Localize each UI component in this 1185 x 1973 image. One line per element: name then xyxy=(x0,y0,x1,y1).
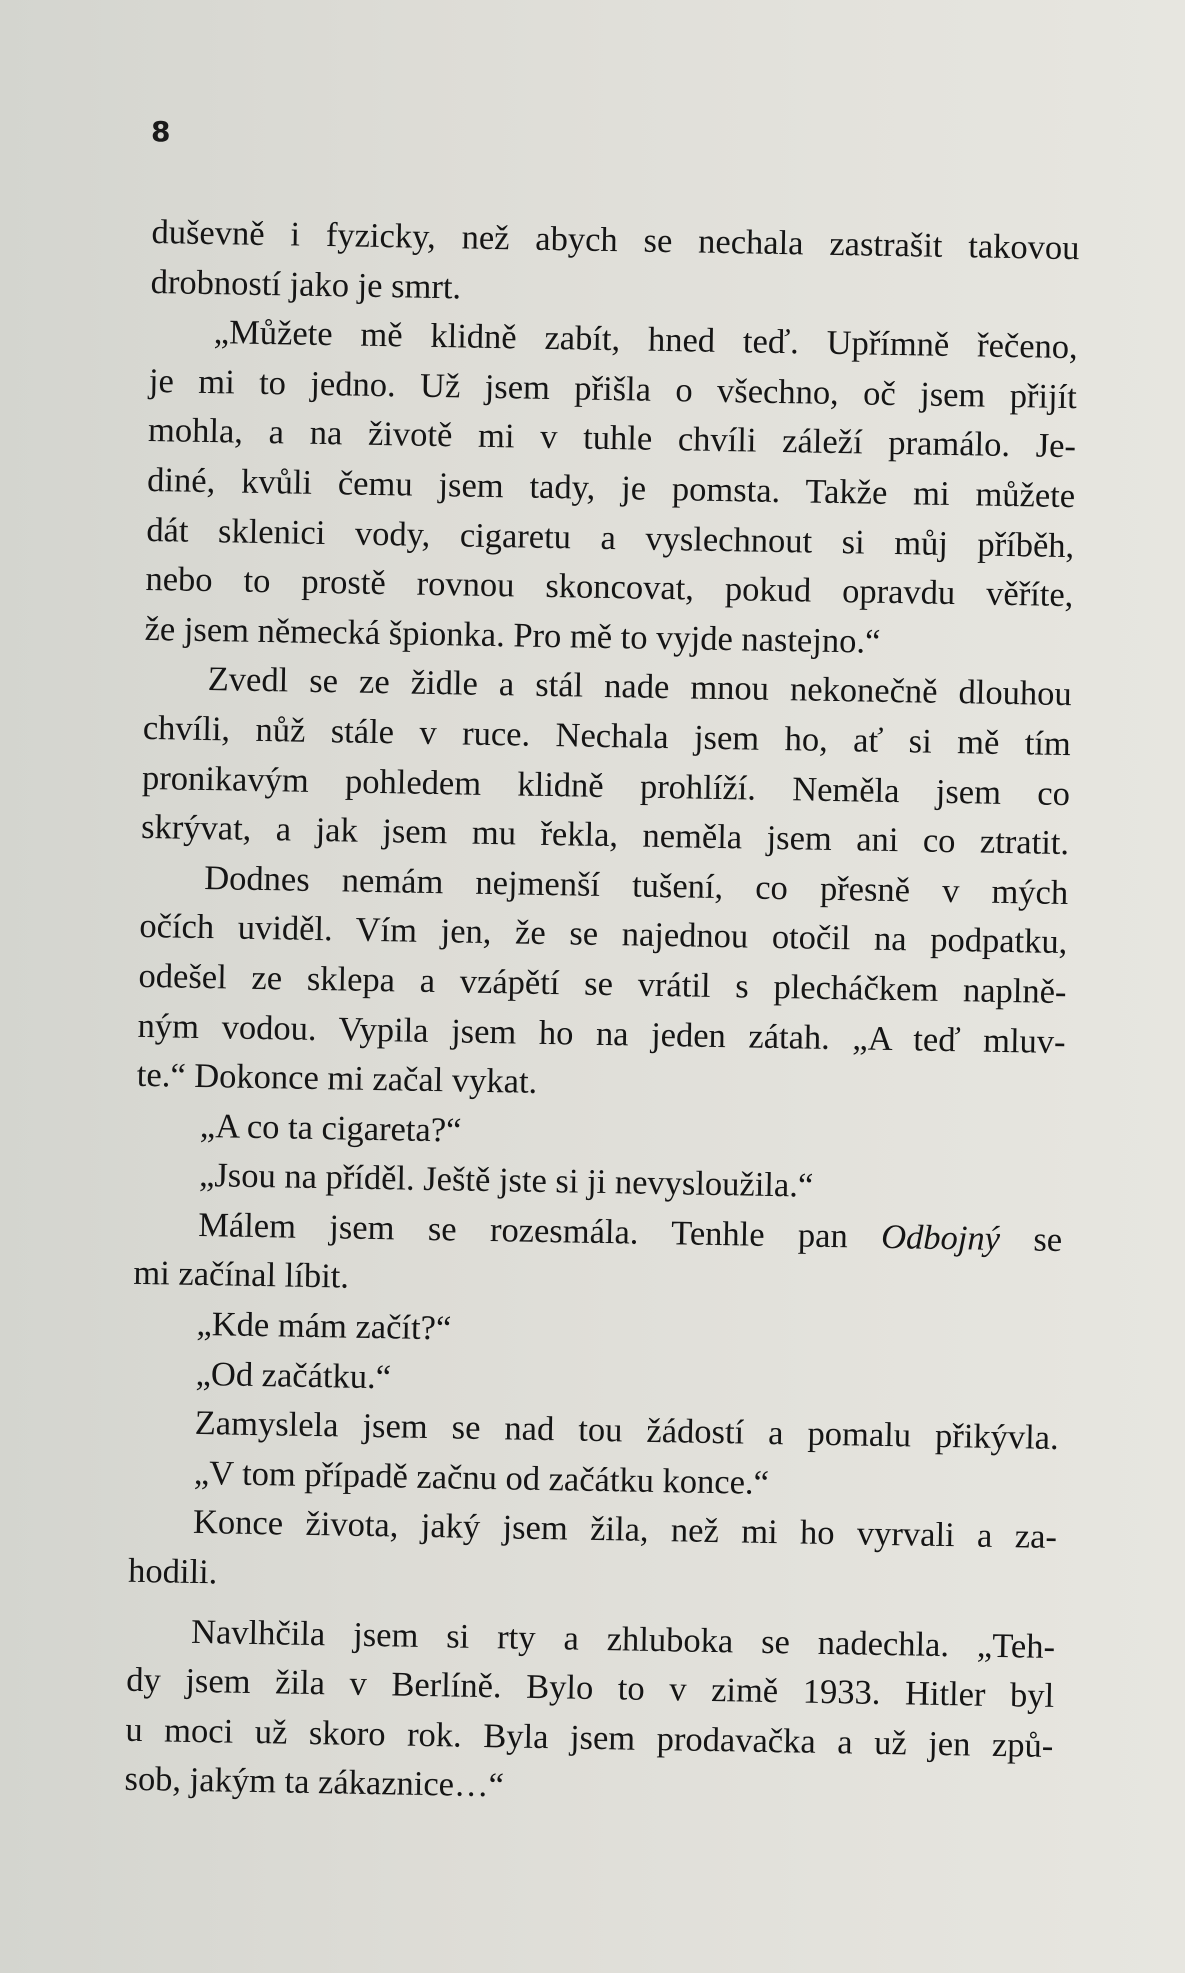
text-line: odešel ze sklepa a vzápětí se vrátil s plecháčkem naplně- xyxy=(138,956,1067,1011)
text-line: Dodnes nemám nejmenší tušení, co přesně v mých xyxy=(203,858,1069,912)
text-line: diné, kvůli čemu jsem tady, je pomsta. Takže mi můžete xyxy=(146,460,1076,516)
text-line: sob, jakým ta zákaznice…“ xyxy=(124,1760,505,1805)
page-number: 8 xyxy=(151,115,171,148)
text-line: Navlhčila jsem si rty a zhluboka se nadechla. „Teh- xyxy=(190,1612,1056,1666)
italic-name: Odbojný xyxy=(880,1217,1001,1258)
text-line: dy jsem žila v Berlíně. Bylo to v zimě 1933. Hitler byl xyxy=(125,1660,1055,1716)
text-line: „Jsou na příděl. Ještě jste si ji nevysloužila.“ xyxy=(198,1156,814,1205)
text-line: „V tom případě začnu od začátku konce.“ xyxy=(193,1453,770,1502)
text-line: drobností jako je smrt. xyxy=(150,262,462,306)
text-segment: se xyxy=(999,1219,1063,1259)
text-line: mohla, a na životě mi v tuhle chvíli záleží pramálo. Je- xyxy=(147,411,1077,466)
text-line: Konce života, jaký jsem žila, než mi ho vyrvali a za- xyxy=(192,1503,1058,1557)
text-line: je mi to jedno. Už jsem přišla o všechno, oč jsem přijít xyxy=(148,361,1078,416)
text-line: u moci už skoro rok. Byla jsem prodavačka a už jen způ- xyxy=(125,1710,1054,1765)
text-line: Zamyslela jsem se nad tou žádostí a pomalu přikývla. xyxy=(194,1404,1059,1458)
text-line: chvíli, nůž stále v ruce. Nechala jsem ho, ať si mě tím xyxy=(142,708,1072,764)
text-line: hodili. xyxy=(127,1551,218,1592)
text-line: te.“ Dokonce mi začal vykat. xyxy=(136,1055,538,1101)
text-segment: Málem jsem se rozesmála. Tenhle pan xyxy=(197,1205,882,1256)
text-line: že jsem německá špionka. Pro mě to vyjde nastejno.“ xyxy=(144,609,881,661)
text-line: mi začínal líbit. xyxy=(133,1254,350,1297)
text-line: pronikavým pohledem klidně prohlíží. Neměla jsem co xyxy=(141,758,1071,813)
text-line: očích uviděl. Vím jen, že se najednou otočil na podpatku, xyxy=(139,907,1068,962)
text-line: „Kde mám začít?“ xyxy=(196,1305,452,1348)
text-line: ným vodou. Vypila jsem ho na jeden zátah. „A teď mluv- xyxy=(137,1006,1066,1061)
text-line: „Můžete mě klidně zabít, hned teď. Upřímně řečeno, xyxy=(213,313,1079,367)
text-line: dát sklenici vody, cigaretu a vyslechnout si můj příběh, xyxy=(146,510,1075,565)
text-line: Zvedl se ze židle a stál nade mnou nekonečně dlouhou xyxy=(207,660,1072,714)
text-line: „A co ta cigareta?“ xyxy=(199,1106,462,1150)
text-line: duševně i fyzicky, než abych se nechala zastrašit takovou xyxy=(151,212,1080,268)
text-line: nebo to prostě rovnou skoncovat, pokud opravdu věříte, xyxy=(145,560,1074,615)
text-line: skrývat, a jak jsem mu řekla, neměla jsem ani co ztratit. xyxy=(140,808,1070,863)
text-line: „Od začátku.“ xyxy=(195,1354,392,1397)
body-text xyxy=(124,208,1080,1821)
